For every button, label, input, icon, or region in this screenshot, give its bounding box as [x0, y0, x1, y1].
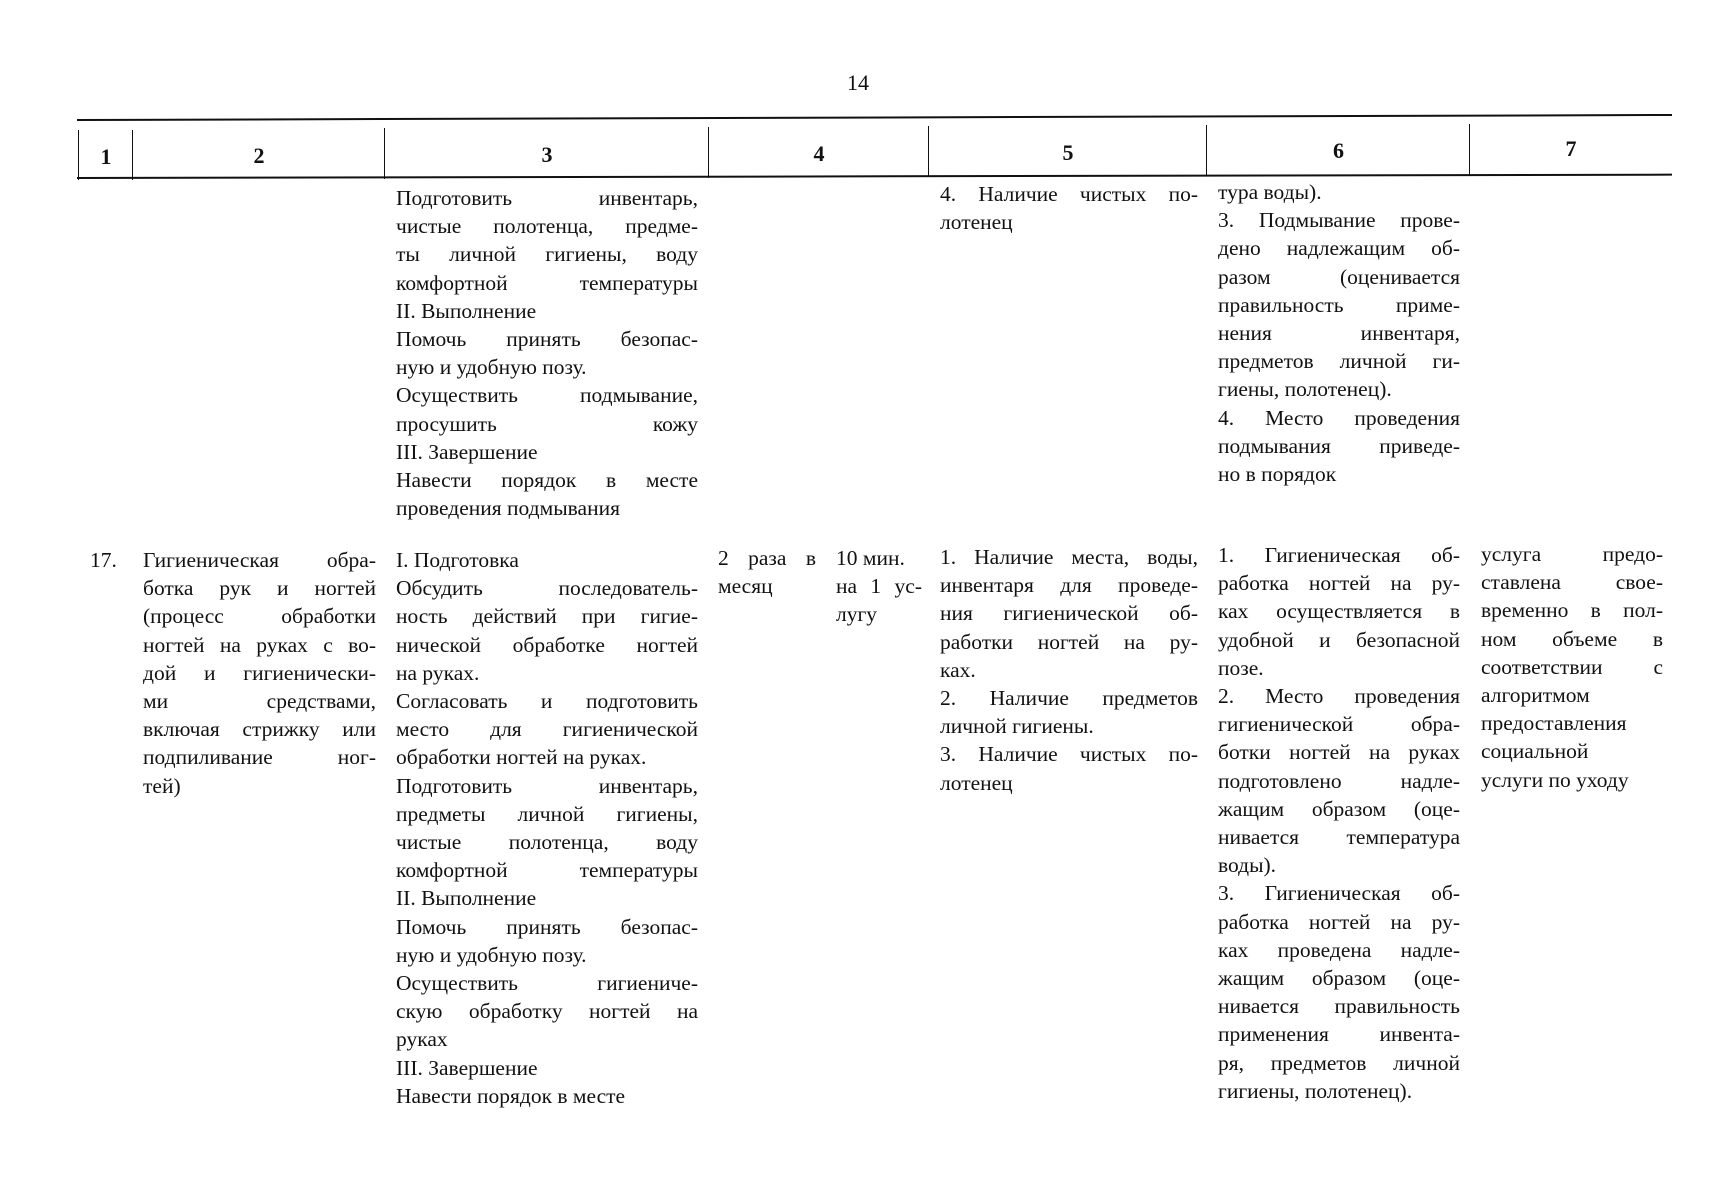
text-line: месяц [718, 574, 773, 599]
text-line: на руках. [396, 660, 480, 685]
text-line: ногтей на руках с во- [143, 632, 376, 657]
row17-col6-cell [1218, 541, 1460, 1105]
text-line: подмывания приведе- [1218, 433, 1460, 458]
text-line: ную и удобную позу. [396, 942, 587, 967]
text-line: Подготовить инвентарь, [396, 773, 698, 798]
row17-col2-cell [143, 546, 376, 800]
text-line: 4. Наличие чистых по- [940, 182, 1198, 206]
text-line: личной гигиены. [940, 714, 1094, 739]
text-line: ках. [940, 657, 976, 682]
continued-col5-cell [940, 180, 1198, 236]
column-header-4: 4 [813, 141, 825, 166]
text-line: жащим образом (оце- [1218, 796, 1460, 821]
text-line: временно в пол- [1481, 598, 1663, 623]
text-line: место для гигиенической [396, 717, 698, 742]
text-line: ботка рук и ногтей [143, 576, 376, 601]
text-line: 2. Наличие предметов [940, 686, 1198, 711]
text-line: ную и удобную позу. [396, 355, 587, 380]
text-line: ках осуществляется в [1218, 599, 1460, 624]
text-line: дено надлежащим об- [1218, 236, 1460, 261]
text-line: 3. Гигиеническая об- [1218, 881, 1460, 906]
text-line: Обсудить последователь- [396, 576, 698, 601]
text-line: ном объеме в [1481, 626, 1663, 651]
text-line: руках [396, 1027, 448, 1052]
text-line: соответствии с [1481, 654, 1663, 679]
row17-col5-cell [940, 543, 1198, 797]
text-line: правильность приме- [1218, 292, 1460, 317]
text-line: I. Подготовка [396, 548, 519, 572]
text-line: Гигиеническая обра- [143, 548, 376, 572]
text-line: 3. Подмывание прове- [1218, 208, 1460, 233]
text-line: тей) [143, 773, 181, 798]
table-top-rule [77, 114, 1672, 121]
text-line: чистые полотенца, воду [396, 830, 698, 855]
text-line: обработки ногтей на руках. [396, 745, 647, 770]
row-number: 17. [90, 548, 117, 572]
column-header-5: 5 [1062, 140, 1074, 165]
text-line: предметы личной гигиены, [396, 801, 698, 826]
text-line: Навести порядок в месте [396, 468, 698, 493]
text-line: II. Выполнение [396, 886, 537, 911]
text-line: II. Выполнение [396, 298, 537, 323]
text-line: нивается температура [1218, 825, 1460, 850]
text-line: Осуществить гигиениче- [396, 971, 698, 996]
text-line: Подготовить инвентарь, [396, 186, 698, 210]
text-line: скую обработку ногтей на [396, 999, 698, 1024]
text-line: на 1 ус- [836, 574, 922, 599]
text-line: воды). [1218, 853, 1277, 878]
page-number: 14 [847, 70, 869, 95]
row17-col7-cell [1481, 540, 1663, 794]
text-line: чистые полотенца, предме- [396, 214, 698, 239]
text-line: услуга предо- [1481, 542, 1663, 566]
text-line: 3. Наличие чистых по- [940, 742, 1198, 767]
text-line: гигиенической обра- [1218, 712, 1460, 737]
text-line: (процесс обработки [143, 604, 376, 629]
text-line: подпиливание ног- [143, 745, 376, 770]
text-line: предметов личной ги- [1218, 349, 1460, 374]
continued-col6-cell [1218, 178, 1460, 488]
text-line: гиены, полотенец). [1218, 377, 1392, 402]
text-line: просушить кожу [396, 411, 698, 436]
text-line: работка ногтей на ру- [1218, 909, 1460, 934]
text-line: работки ногтей на ру- [940, 629, 1198, 654]
text-line: ботки ногтей на руках [1218, 740, 1460, 765]
text-line: Помочь принять безопас- [396, 327, 698, 352]
column-header-1: 1 [100, 144, 112, 169]
text-line: проведения подмывания [396, 496, 620, 521]
text-line: лотенец [940, 210, 1013, 235]
text-line: комфортной температуры [396, 270, 698, 295]
text-line: подготовлено надле- [1218, 768, 1460, 793]
text-line: 10 мин. [836, 546, 905, 570]
text-line: Осуществить подмывание, [396, 383, 698, 408]
text-line: услуги по уходу [1481, 767, 1629, 792]
text-line: нивается правильность [1218, 994, 1460, 1019]
text-line: Согласовать и подготовить [396, 689, 698, 714]
column-header-6: 6 [1333, 138, 1344, 163]
column-header-2: 2 [253, 143, 265, 168]
text-line: 1. Гигиеническая об- [1218, 543, 1460, 567]
text-line: нической обработке ногтей [396, 632, 698, 657]
text-line: Помочь принять безопас- [396, 914, 698, 939]
row17-col4a-cell [718, 544, 816, 600]
text-line: разом (оценивается [1218, 264, 1460, 289]
text-line: позе. [1218, 655, 1264, 680]
text-line: ставлена свое- [1481, 570, 1663, 595]
text-line: III. Завершение [396, 1055, 538, 1080]
text-line: 1. Наличие места, воды, [940, 545, 1198, 569]
text-line: комфортной температуры [396, 858, 698, 883]
column-header-7: 7 [1565, 136, 1577, 161]
text-line: предоставления [1481, 711, 1627, 736]
text-line: но в порядок [1218, 462, 1337, 487]
text-line: гигиены, полотенец). [1218, 1078, 1413, 1103]
column-header-3: 3 [541, 142, 553, 167]
text-line: 4. Место проведения [1218, 405, 1460, 430]
text-line: инвентаря для проведе- [940, 573, 1198, 598]
text-line: удобной и безопасной [1218, 627, 1460, 652]
text-line: включая стрижку или [143, 717, 376, 742]
text-line: ность действий при гигие- [396, 604, 698, 629]
text-line: алгоритмом [1481, 683, 1590, 708]
text-line: 2 раза в [718, 546, 816, 570]
text-line: лотенец [940, 770, 1013, 795]
text-line: ты личной гигиены, воду [396, 242, 698, 267]
text-line: Навести порядок в месте [396, 1083, 626, 1108]
text-line: жащим образом (оце- [1218, 966, 1460, 991]
text-line: 2. Место проведения [1218, 684, 1460, 709]
text-line: ках проведена надле- [1218, 937, 1460, 962]
text-line: дой и гигиенически- [143, 660, 376, 685]
text-line: ми средствами, [143, 689, 376, 714]
text-line: ря, предметов личной [1218, 1050, 1460, 1075]
text-line: тура воды). [1218, 180, 1322, 204]
row17-col4b-cell [836, 544, 922, 629]
text-line: нения инвентаря, [1218, 321, 1460, 346]
text-line: применения инвента- [1218, 1022, 1460, 1047]
continued-col3-cell [396, 184, 698, 522]
text-line: III. Завершение [396, 439, 538, 464]
text-line: ния гигиенической об- [940, 601, 1198, 626]
text-line: социальной [1481, 739, 1589, 764]
text-line: лугу [836, 602, 878, 627]
text-line: работка ногтей на ру- [1218, 571, 1460, 596]
row17-col3-cell [396, 546, 698, 1110]
